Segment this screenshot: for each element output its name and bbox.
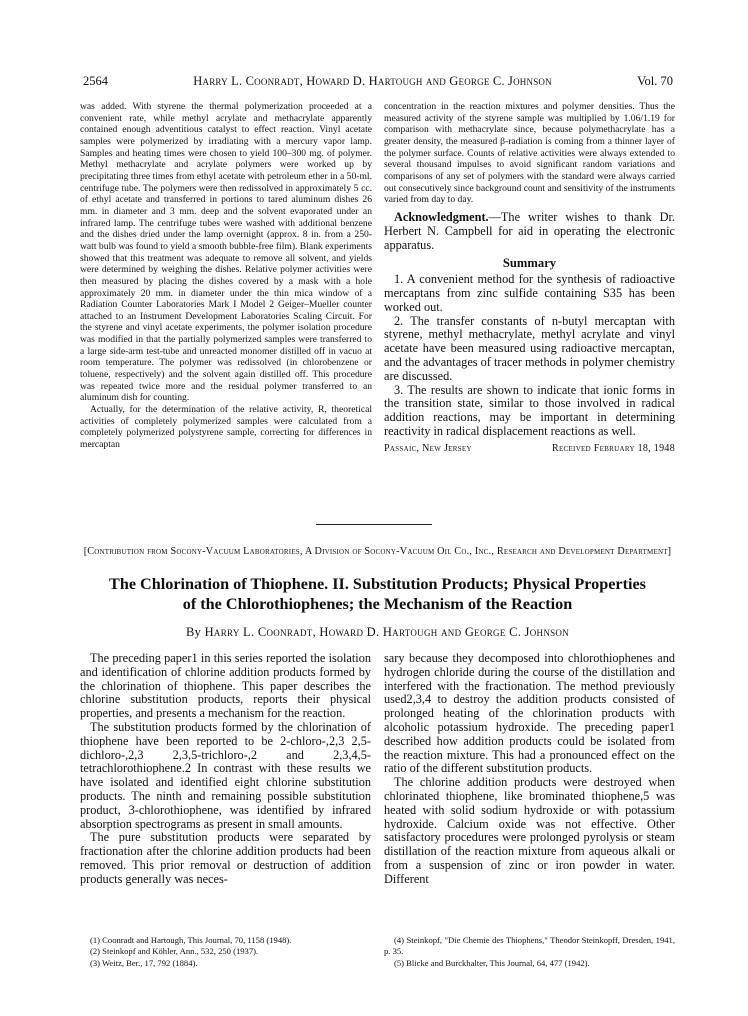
title-line-2: of the Chlorothiophenes; the Mechanism of the Reaction (182, 594, 573, 613)
byline-authors: Harry L. Coonradt, Howard D. Hartough and George C. Johnson (204, 625, 570, 639)
running-header (83, 74, 673, 92)
running-authors: Harry L. Coonradt, Howard D. Hartough and George C. Johnson (193, 74, 552, 88)
footnote-4: (4) Steinkopf, "Die Chemie des Thiophens," Theodor Steinkopff, Dresden, 1941, p. 35. (384, 935, 675, 957)
byline (80, 625, 675, 640)
article-title (80, 575, 675, 614)
acknowledgment-title: Acknowledgment. (394, 209, 489, 224)
acknowledgment-text: —The writer wishes to thank Dr. Herbert N. Campbell for aid in operating the electronic apparatus. (384, 209, 675, 252)
footnotes-right (384, 935, 675, 969)
received-line (384, 443, 675, 454)
footnotes-left (80, 935, 371, 969)
prev-article-left-column (80, 101, 372, 451)
footnote-5: (5) Blicke and Burckhalter, This Journal, 64, 477 (1942). (394, 957, 590, 968)
page-number: 2564 (83, 74, 108, 88)
contribution-note: [Contribution from Socony-Vacuum Laboratories, A Division of Socony-Vacuum Oil Co., Inc., Research and Development Department] (83, 546, 672, 557)
addition-products-paragraph: sary because they decomposed into chlorothiophenes and hydrogen chloride during the course of the distillation and interfered with the fractionation. The method previously used2,3,4 to destroy the addition products consisted of prolonged heating of the chlorination products with alcoholic potassium hydroxide. The preceding paper1 described how addition products could be isolated from the reaction mixture. This had a pronounced effect on the ratio of the different substitution products. (384, 651, 675, 776)
footnote-2: (2) Steinkopf and Köhler, Ann., 532, 250 (1937). (90, 946, 259, 957)
footnote-3: (3) Weitz, Ber., 17, 792 (1884). (90, 957, 198, 968)
acknowledgment-paragraph (384, 211, 675, 252)
methods-paragraph-2: Actually, for the determination of the relative activity, R, theoretical activities of completely polymerized samples were calculated from a completely polymerized polystyrene sample, correcting for differences in mercaptan (80, 404, 372, 451)
footnote-1: (1) Coonradt and Hartough, This Journal, 70, 1158 (1948). (90, 935, 292, 945)
article-right-column (384, 652, 675, 887)
prev-article-right-column (384, 101, 675, 454)
volume-label: Vol. 70 (637, 74, 673, 88)
summary-item-1: 1. A convenient method for the synthesis of radioactive mercaptans from zinc sulfide containing S35 has been worked out. (384, 272, 675, 314)
substitution-paragraph: The substitution products formed by the chlorination of thiophene have been reported to be 2-chloro-,2,3 2,5-dichloro-,2,3 2,3,5-trichloro-,2 and 2,3,4,5-tetrachlorothiophene.2 In contrast with these results we have isolated and identified eight chlorine substitution products. The ninth and remaining possible substitution product, 3-chlorothiophene, was identified by infrared absorption spectrograms as present in small amounts. (80, 719, 371, 831)
summary-item-2: 2. The transfer constants of n-butyl mercaptan with styrene, methyl methacrylate, methyl acrylate and vinyl acetate have been measured using radioactive mercaptan, and the advantages of tracer methods in polymer chemistry are discussed. (384, 313, 675, 383)
section-divider (316, 524, 432, 525)
intro-paragraph: The preceding paper1 in this series reported the isolation and identification of chlorine addition products formed by the chlorination of thiophene. This paper describes the chlorine substitution products, reports their physical properties, and presents a mechanism for the reaction. (80, 651, 371, 721)
title-line-1: The Chlorination of Thiophene. II. Substitution Products; Physical Properties (109, 575, 646, 593)
destruction-paragraph: The chlorine addition products were destroyed when chlorinated thiophene, like brominated thiophene,5 was heated with solid sodium hydroxide or with potassium hydroxide. Calcium oxide was not effective. Other satisfactory procedures were prolonged pyrolysis or steam distillation of the reaction mixture from aqueous alkali or from a suspension of zinc or iron powder in water. Different (384, 775, 675, 886)
article-left-column (80, 652, 371, 887)
fractionation-paragraph: The pure substitution products were separated by fractionation after the chlorine addition products had been removed. This prior removal or destruction of addition products generally was neces- (80, 830, 371, 886)
methods-continuation: concentration in the reaction mixtures and polymer densities. Thus the measured activity of the styrene sample was multiplied by 1.06/1.19 for comparison with methacrylate since, because polymethacrylate has a greater density, the measured β-radiation is coming from a thinner layer of the polymer surface. Counts of relative activities were always extended to several thousand impulses to avoid significant random variations and comparisons of any set of polymers with the standard were always carried out consecutively since background count and sensitivity of the instruments varied from day to day. (384, 101, 675, 206)
received-date: Received February 18, 1948 (551, 442, 675, 454)
methods-paragraph: was added. With styrene the thermal polymerization proceeded at a convenient rate, while methyl acrylate and methacrylate apparently contained enough adventitious catalyst to effect reaction. Vinyl acetate samples were polymerized by irradiating with a mercury vapor lamp. Samples and heating times were chosen to yield 100–300 mg. of polymer. Methyl methacrylate and acrylate polymers were worked up by precipitating three times from ethyl acetate with petroleum ether in a 50-ml. centrifuge tube. The polymers were then redissolved in approximately 5 cc. of ethyl acetate and transferred in portions to tared aluminum dishes 26 mm. in diameter and 3 mm. deep and the solvent evaporated under an infrared lamp. The centrifuge tubes were washed with additional benzene and the dishes dried under the lamp overnight (approx. 8 in. from a 250-watt bulb was found to yield a smooth bubble-free film). Blank experiments showed that this treatment was adequate to remove all solvent, and yields were determined by weighing the dishes. Relative polymer activities were then measured by placing the dishes covered by a mask with a hole approximately 20 mm. in diameter under the thin mica window of a Radiation Counter Laboratories Mark I Model 2 Geiger–Mueller counter attached to an Instrument Development Laboratories Scaling Circuit. For the styrene and vinyl acetate experiments, the polymer isolation procedure was modified in that the partially polymerized samples were transferred to a large side-arm test-tube and unreacted monomer distilled off in vacuo at room temperature. The polymer was redissolved (in chlorobenzene or toluene, respectively) and the solvent again distilled off. This procedure was repeated twice more and the residual polymer transferred to an aluminum dish for counting. (80, 101, 373, 404)
summary-heading: Summary (502, 256, 557, 271)
summary-item-3: 3. The results are shown to indicate that ionic forms in the transition state, similar to those involved in radical addition reactions, may be important in determining reactivity in radical displacement reactions as well. (384, 382, 675, 439)
byline-prefix: By (185, 625, 202, 639)
location: Passaic, New Jersey (384, 442, 472, 454)
